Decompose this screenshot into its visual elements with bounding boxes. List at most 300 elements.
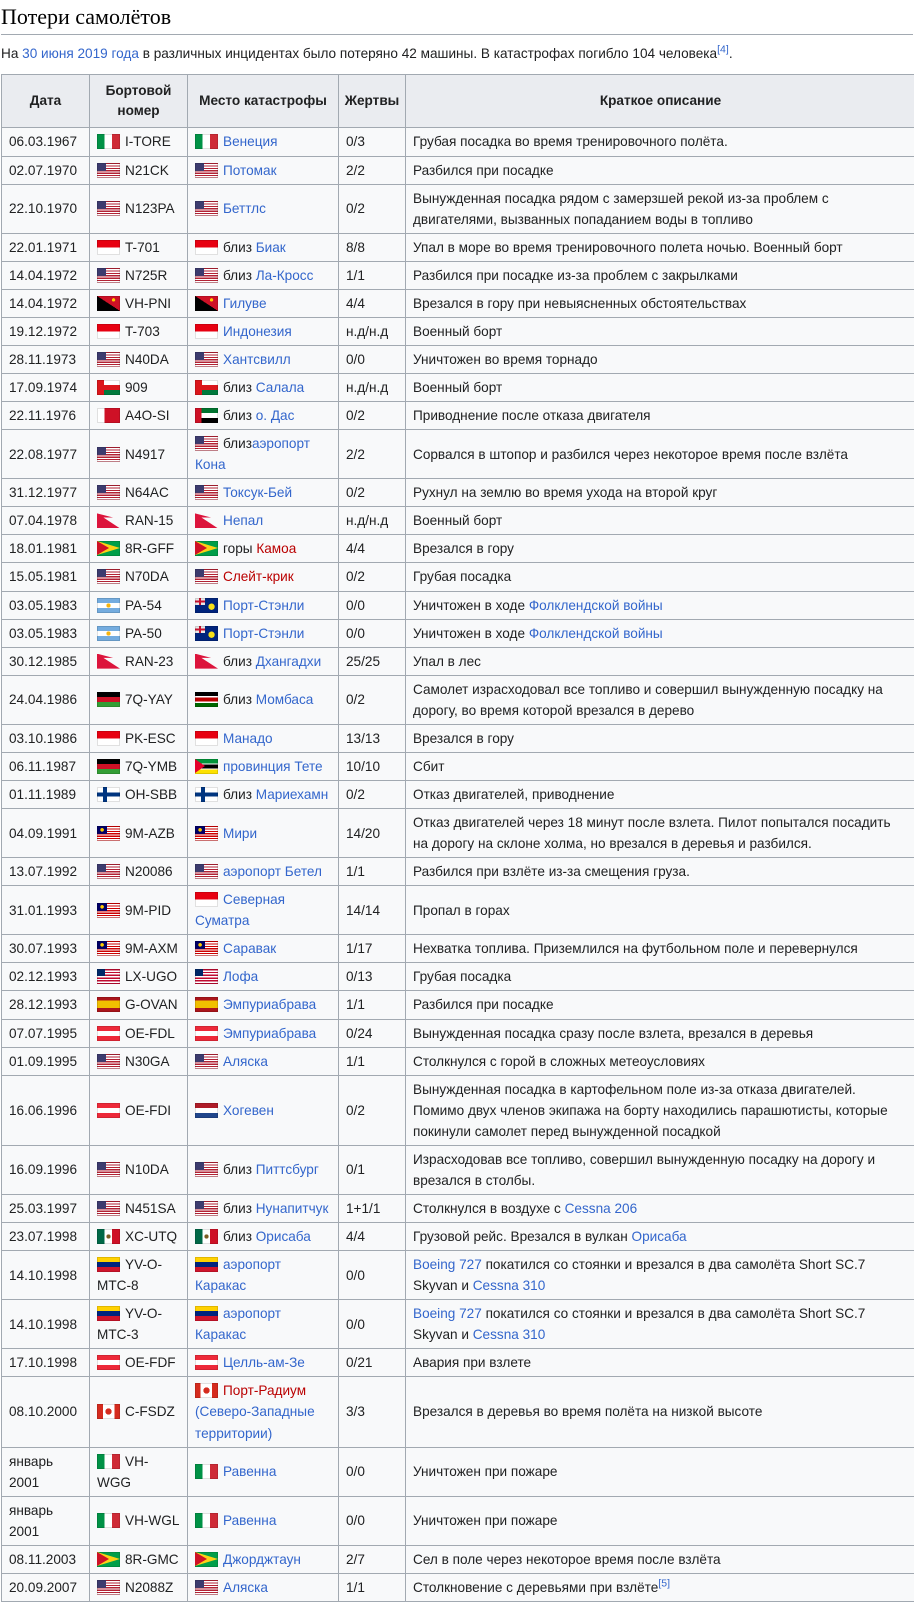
table-row <box>2 724 914 752</box>
place-link[interactable]: Гилуве <box>223 296 267 311</box>
austria-flag-icon <box>195 1026 218 1041</box>
victims-cell: 3/3 <box>339 1377 406 1447</box>
crash-site-cell <box>188 991 339 1019</box>
description-text: Уничтожен в ходе <box>413 626 529 641</box>
crash-site-cell <box>188 1145 339 1194</box>
description-link[interactable]: Cessna 310 <box>473 1327 546 1342</box>
usa-flag-icon <box>195 1580 218 1595</box>
description-text: Нехватка топлива. Приземлился на футбольном поле и перевернулся <box>413 941 858 956</box>
description-text: Разбился при взлёте из-за смещения груза. <box>413 864 690 879</box>
date-cell: 30.07.1993 <box>2 935 90 963</box>
registration-number: LX-UGO <box>125 969 177 984</box>
registration-cell <box>90 780 188 808</box>
description-link[interactable]: Boeing 727 <box>413 1306 482 1321</box>
description-cell <box>406 535 914 563</box>
table-row <box>2 963 914 991</box>
victims-cell: 10/10 <box>339 752 406 780</box>
crash-site-cell <box>188 1377 339 1447</box>
place-link[interactable]: аэропорт Каракас <box>195 1306 281 1342</box>
usa-flag-icon <box>97 1201 120 1216</box>
description-text: Вынужденная посадка рядом с замерзшей рекой из-за проблем с двигателями, вызванных попаданием воды в топливо <box>413 191 829 227</box>
place-link[interactable]: аэропорт Каракас <box>195 1257 281 1293</box>
description-cell <box>406 963 914 991</box>
date-cell: 28.11.1973 <box>2 345 90 373</box>
description-cell <box>406 233 914 261</box>
registration-number: 909 <box>125 380 148 395</box>
registration-cell <box>90 591 188 619</box>
registration-number: OH-SBB <box>125 787 177 802</box>
crash-site-cell <box>188 858 339 886</box>
usa-flag-icon <box>195 163 218 178</box>
registration-cell <box>90 535 188 563</box>
place-link[interactable]: Хогевен <box>223 1103 274 1118</box>
place-link[interactable]: Беттлс <box>223 201 266 216</box>
description-link[interactable]: Фолклендской войны <box>529 598 663 613</box>
place-link[interactable]: Ла-Кросс <box>256 268 314 283</box>
nepal-flag-icon <box>195 513 218 528</box>
registration-number: RAN-15 <box>125 513 173 528</box>
table-row <box>2 430 914 479</box>
registration-cell <box>90 1194 188 1222</box>
usa-flag-icon <box>97 268 120 283</box>
place-link[interactable]: Момбаса <box>256 692 314 707</box>
registration-cell <box>90 233 188 261</box>
finland-flag-icon <box>97 787 120 802</box>
crash-site-cell <box>188 345 339 373</box>
victims-cell: 0/2 <box>339 780 406 808</box>
malaysia-flag-icon <box>195 941 218 956</box>
place-link[interactable]: провинция Тете <box>223 759 323 774</box>
liberia-flag-icon <box>97 969 120 984</box>
date-cell: 06.03.1967 <box>2 128 90 156</box>
registration-cell <box>90 345 188 373</box>
description-text: Уничтожен в ходе <box>413 598 529 613</box>
place-link[interactable]: Саравак <box>223 941 276 956</box>
place-link[interactable]: Равенна <box>223 1464 276 1479</box>
place-link[interactable]: Равенна <box>223 1513 276 1528</box>
nepal-flag-icon <box>195 654 218 669</box>
place-text: близ <box>223 408 256 423</box>
crash-site-cell <box>188 156 339 184</box>
usa-flag-icon <box>97 352 120 367</box>
place-link[interactable]: о. Дас <box>256 408 295 423</box>
description-text: Рухнул на землю во время ухода на второй круг <box>413 485 717 500</box>
usa-flag-icon <box>97 447 120 462</box>
place-link[interactable]: Порт-Радиум <box>223 1383 306 1398</box>
usa-flag-icon <box>195 864 218 879</box>
column-header-2: Место катастрофы <box>188 74 339 128</box>
registration-cell <box>90 1545 188 1573</box>
description-cell <box>406 1377 914 1447</box>
date-cell: 16.09.1996 <box>2 1145 90 1194</box>
canada-flag-icon <box>195 1383 218 1398</box>
registration-number: N123PA <box>125 201 175 216</box>
description-cell <box>406 1545 914 1573</box>
table-row <box>2 809 914 858</box>
date-cell: 17.10.1998 <box>2 1349 90 1377</box>
crash-site-cell <box>188 374 339 402</box>
place-text: близ <box>223 1162 256 1177</box>
registration-number: OE-FDF <box>125 1355 176 1370</box>
registration-cell <box>90 1223 188 1251</box>
registration-cell <box>90 858 188 886</box>
place-link[interactable]: Аляска <box>223 1580 268 1595</box>
table-row <box>2 289 914 317</box>
table-row <box>2 1075 914 1145</box>
place-text: близ <box>223 380 256 395</box>
date-cell: 31.12.1977 <box>2 479 90 507</box>
victims-cell: 0/0 <box>339 1447 406 1496</box>
italy-flag-icon <box>97 134 120 149</box>
page-title: Потери самолётов <box>1 4 913 35</box>
description-cell <box>406 858 914 886</box>
malaysia-flag-icon <box>97 941 120 956</box>
date-cell: 17.09.1974 <box>2 374 90 402</box>
date-cell: 14.04.1972 <box>2 261 90 289</box>
description-cell <box>406 507 914 535</box>
victims-cell: 0/2 <box>339 1075 406 1145</box>
victims-cell: 2/2 <box>339 156 406 184</box>
description-link[interactable]: Орисаба <box>632 1229 687 1244</box>
malaysia-flag-icon <box>195 826 218 841</box>
registration-number: PA-50 <box>125 626 162 641</box>
indonesia-flag-icon <box>97 324 120 339</box>
usa-flag-icon <box>195 1201 218 1216</box>
spain-flag-icon <box>195 997 218 1012</box>
date-cell: 18.01.1981 <box>2 535 90 563</box>
reference-link[interactable]: [5] <box>658 1577 670 1589</box>
registration-cell <box>90 647 188 675</box>
description-text: Самолет израсходовал все топливо и совершил вынужденную посадку на дорогу, во время которой врезался в дерево <box>413 682 883 718</box>
table-row <box>2 1349 914 1377</box>
table-row <box>2 647 914 675</box>
crash-site-cell <box>188 289 339 317</box>
description-text: Авария при взлете <box>413 1355 531 1370</box>
victims-cell: 0/0 <box>339 1496 406 1545</box>
place-link[interactable]: Дхангадхи <box>256 654 321 669</box>
registration-cell <box>90 184 188 233</box>
place-text: близ <box>223 1201 256 1216</box>
description-link[interactable]: Cessna 310 <box>473 1278 546 1293</box>
date-cell: 22.11.1976 <box>2 402 90 430</box>
guyana-flag-icon <box>97 1552 120 1567</box>
date-cell: 03.05.1983 <box>2 619 90 647</box>
registration-number: OE-FDL <box>125 1026 175 1041</box>
crash-site-cell <box>188 1223 339 1251</box>
intro-link[interactable]: 30 июня 2019 года <box>22 46 139 61</box>
description-text: Врезался в гору <box>413 541 514 556</box>
mexico-flag-icon <box>195 1229 218 1244</box>
place-link[interactable]: Порт-Стэнли <box>223 598 304 613</box>
registration-cell <box>90 752 188 780</box>
registration-number: 7Q-YMB <box>125 759 177 774</box>
place-link[interactable]: Манадо <box>223 731 273 746</box>
registration-number: N64AC <box>125 485 169 500</box>
crash-site-cell <box>188 1047 339 1075</box>
usa-flag-icon <box>97 163 120 178</box>
date-cell: 14.10.1998 <box>2 1251 90 1300</box>
description-text: Грузовой рейс. Врезался в вулкан <box>413 1229 632 1244</box>
description-text: Грубая посадка <box>413 969 511 984</box>
victims-cell: 0/0 <box>339 1300 406 1349</box>
png-flag-icon <box>97 296 120 311</box>
place-link[interactable]: Порт-Стэнли <box>223 626 304 641</box>
registration-number: G-OVAN <box>125 997 178 1012</box>
registration-number: 9M-PID <box>125 903 171 918</box>
crash-site-cell <box>188 780 339 808</box>
description-text: Отказ двигателей, приводнение <box>413 787 614 802</box>
date-cell: 03.10.1986 <box>2 724 90 752</box>
victims-cell: 4/4 <box>339 289 406 317</box>
registration-number: XC-UTQ <box>125 1229 177 1244</box>
description-text: Вынужденная посадка сразу после взлета, врезался в деревья <box>413 1026 813 1041</box>
victims-cell: н.д/н.д <box>339 374 406 402</box>
registration-number: RAN-23 <box>125 654 173 669</box>
description-cell <box>406 1496 914 1545</box>
description-text: Уничтожен во время торнадо <box>413 352 598 367</box>
place-link[interactable]: Питтсбург <box>256 1162 319 1177</box>
place-link[interactable]: аэропорт Кона <box>195 436 310 472</box>
date-cell: 14.04.1972 <box>2 289 90 317</box>
place-link[interactable]: Непал <box>223 513 263 528</box>
crash-site-cell <box>188 479 339 507</box>
registration-number: N451SA <box>125 1201 176 1216</box>
place-link[interactable]: Северная Суматра <box>195 892 285 928</box>
place-link[interactable]: Камоа <box>256 541 296 556</box>
crash-site-cell <box>188 1075 339 1145</box>
place-link[interactable]: Лофа <box>223 969 258 984</box>
place-link[interactable]: Токсук-Бей <box>223 485 292 500</box>
canada-flag-icon <box>97 1404 120 1419</box>
crash-site-cell <box>188 1545 339 1573</box>
date-cell: 01.09.1995 <box>2 1047 90 1075</box>
crash-site-cell <box>188 507 339 535</box>
table-row <box>2 991 914 1019</box>
usa-flag-icon <box>195 485 218 500</box>
falkland-flag-icon <box>195 626 218 641</box>
place-link[interactable]: Слейт-крик <box>223 569 294 584</box>
intro-text: На <box>1 46 22 61</box>
place-link[interactable]: Салала <box>256 380 305 395</box>
description-link[interactable]: Фолклендской войны <box>529 626 663 641</box>
place-link[interactable]: Мири <box>223 826 257 841</box>
date-cell: 19.12.1972 <box>2 317 90 345</box>
date-cell: 16.06.1996 <box>2 1075 90 1145</box>
description-cell <box>406 647 914 675</box>
place-link[interactable]: Венеция <box>223 134 277 149</box>
usa-flag-icon <box>97 1054 120 1069</box>
registration-number: VH-WGG <box>97 1454 148 1490</box>
place-link[interactable]: Нунапитчук <box>256 1201 329 1216</box>
place-link[interactable]: Хантсвилл <box>223 352 291 367</box>
date-cell: 13.07.1992 <box>2 858 90 886</box>
place-link[interactable]: Биак <box>256 240 286 255</box>
table-row <box>2 507 914 535</box>
usa-flag-icon <box>195 436 218 451</box>
place-link[interactable]: Эмпуриабрава <box>223 1026 316 1041</box>
table-row <box>2 1019 914 1047</box>
registration-number: N10DA <box>125 1162 169 1177</box>
table-row <box>2 1377 914 1447</box>
place-text: близ <box>223 692 256 707</box>
description-text: Вынужденная посадка в картофельном поле из-за отказа двигателей. Помимо двух членов экипажа на борту находились парашютисты, которые покинули самолет перед вынужденной посадкой <box>413 1082 888 1139</box>
registration-cell <box>90 563 188 591</box>
table-row <box>2 752 914 780</box>
victims-cell: 14/20 <box>339 809 406 858</box>
crash-site-cell <box>188 261 339 289</box>
intro-text: в различных инцидентах было потеряно 42 машины. В катастрофах погибло 104 человека <box>139 46 717 61</box>
date-cell: 23.07.1998 <box>2 1223 90 1251</box>
description-text: Военный борт <box>413 324 502 339</box>
registration-cell <box>90 479 188 507</box>
oman-flag-icon <box>97 380 120 395</box>
description-text: покатился со стоянки и врезался в два самолёта Short SC.7 Skyvan и <box>413 1257 865 1293</box>
spain-flag-icon <box>97 997 120 1012</box>
place-link[interactable]: Эмпуриабрава <box>223 997 316 1012</box>
indonesia-flag-icon <box>97 731 120 746</box>
column-header-3: Жертвы <box>339 74 406 128</box>
description-text: Сел в поле через некоторое время после взлёта <box>413 1552 721 1567</box>
crash-site-cell <box>188 317 339 345</box>
liberia-flag-icon <box>195 969 218 984</box>
place-text: близ <box>223 654 256 669</box>
place-text: близ <box>223 436 252 451</box>
crash-site-cell <box>188 963 339 991</box>
crash-site-cell <box>188 184 339 233</box>
argentina-flag-icon <box>97 598 120 613</box>
table-row <box>2 886 914 935</box>
victims-cell: 0/2 <box>339 479 406 507</box>
description-text: Военный борт <box>413 380 502 395</box>
registration-cell <box>90 724 188 752</box>
crash-site-cell <box>188 430 339 479</box>
registration-number: N4917 <box>125 447 165 462</box>
victims-cell: 1/17 <box>339 935 406 963</box>
indonesia-flag-icon <box>195 240 218 255</box>
registration-cell <box>90 317 188 345</box>
description-text: Упал в лес <box>413 654 481 669</box>
place-link[interactable]: Целль-ам-Зе <box>223 1355 305 1370</box>
place-link[interactable]: Орисаба <box>256 1229 311 1244</box>
argentina-flag-icon <box>97 626 120 641</box>
description-cell <box>406 289 914 317</box>
place-link[interactable]: аэропорт Бетел <box>223 864 322 879</box>
registration-number: 9M-AZB <box>125 826 175 841</box>
registration-number: T-703 <box>125 324 160 339</box>
table-row <box>2 935 914 963</box>
date-cell: 01.11.1989 <box>2 780 90 808</box>
description-cell <box>406 1447 914 1496</box>
description-cell <box>406 886 914 935</box>
usa-flag-icon <box>97 201 120 216</box>
indonesia-flag-icon <box>195 324 218 339</box>
mozambique-flag-icon <box>195 759 218 774</box>
description-link[interactable]: Cessna 206 <box>565 1201 638 1216</box>
description-text: Израсходовав все топливо, совершил вынужденную посадку на дорогу и врезался в столбы. <box>413 1152 875 1188</box>
victims-cell: 4/4 <box>339 535 406 563</box>
place-link[interactable]: (Северо-Западные территории) <box>195 1404 315 1440</box>
usa-flag-icon <box>195 352 218 367</box>
description-cell <box>406 1019 914 1047</box>
victims-cell: 8/8 <box>339 233 406 261</box>
crash-site-cell <box>188 591 339 619</box>
description-text: Столкнулся в воздухе с <box>413 1201 565 1216</box>
table-row <box>2 402 914 430</box>
oman-flag-icon <box>195 380 218 395</box>
registration-cell <box>90 1573 188 1601</box>
registration-cell <box>90 1300 188 1349</box>
description-cell <box>406 724 914 752</box>
victims-cell: 0/0 <box>339 591 406 619</box>
place-link[interactable]: Аляска <box>223 1054 268 1069</box>
crash-site-cell <box>188 675 339 724</box>
italy-flag-icon <box>195 134 218 149</box>
crash-site-cell <box>188 886 339 935</box>
table-row <box>2 1223 914 1251</box>
date-cell: 24.04.1986 <box>2 675 90 724</box>
crash-site-cell <box>188 647 339 675</box>
description-text: Пропал в горах <box>413 903 510 918</box>
crash-site-cell <box>188 1019 339 1047</box>
intro-text: . <box>729 46 733 61</box>
registration-number: YV-O-MTC-8 <box>97 1257 162 1293</box>
mexico-flag-icon <box>97 1229 120 1244</box>
crash-site-cell <box>188 619 339 647</box>
date-cell: 08.10.2000 <box>2 1377 90 1447</box>
nepal-flag-icon <box>97 654 120 669</box>
description-text: Врезался в гору <box>413 731 514 746</box>
place-link[interactable]: Потомак <box>223 163 277 178</box>
description-link[interactable]: Boeing 727 <box>413 1257 482 1272</box>
description-cell <box>406 619 914 647</box>
date-cell: 07.07.1995 <box>2 1019 90 1047</box>
registration-cell <box>90 1047 188 1075</box>
place-text: близ <box>223 240 256 255</box>
indonesia-flag-icon <box>97 240 120 255</box>
table-row <box>2 1047 914 1075</box>
crash-site-cell <box>188 535 339 563</box>
place-link[interactable]: Индонезия <box>223 324 292 339</box>
description-cell <box>406 184 914 233</box>
registration-number: PA-54 <box>125 598 162 613</box>
registration-number: PK-ESC <box>125 731 176 746</box>
place-text: близ <box>223 268 256 283</box>
reference-link[interactable]: [4] <box>717 43 729 55</box>
venezuela-flag-icon <box>195 1306 218 1321</box>
date-cell: 30.12.1985 <box>2 647 90 675</box>
description-cell <box>406 374 914 402</box>
usa-flag-icon <box>97 485 120 500</box>
table-row <box>2 858 914 886</box>
kenya-flag-icon <box>195 692 218 707</box>
place-link[interactable]: Джорджтаун <box>223 1552 301 1567</box>
description-cell <box>406 402 914 430</box>
registration-cell <box>90 402 188 430</box>
registration-number: 7Q-YAY <box>125 692 173 707</box>
description-text: Грубая посадка во время тренировочного полёта. <box>413 134 728 149</box>
intro-paragraph <box>1 44 913 64</box>
description-text: Упал в море во время тренировочного полета ночью. Военный борт <box>413 240 843 255</box>
austria-flag-icon <box>97 1103 120 1118</box>
registration-cell <box>90 675 188 724</box>
place-link[interactable]: Мариехамн <box>256 787 329 802</box>
crash-site-cell <box>188 563 339 591</box>
description-cell <box>406 128 914 156</box>
description-cell <box>406 1075 914 1145</box>
registration-cell <box>90 128 188 156</box>
table-header <box>2 74 914 128</box>
date-cell: 02.07.1970 <box>2 156 90 184</box>
